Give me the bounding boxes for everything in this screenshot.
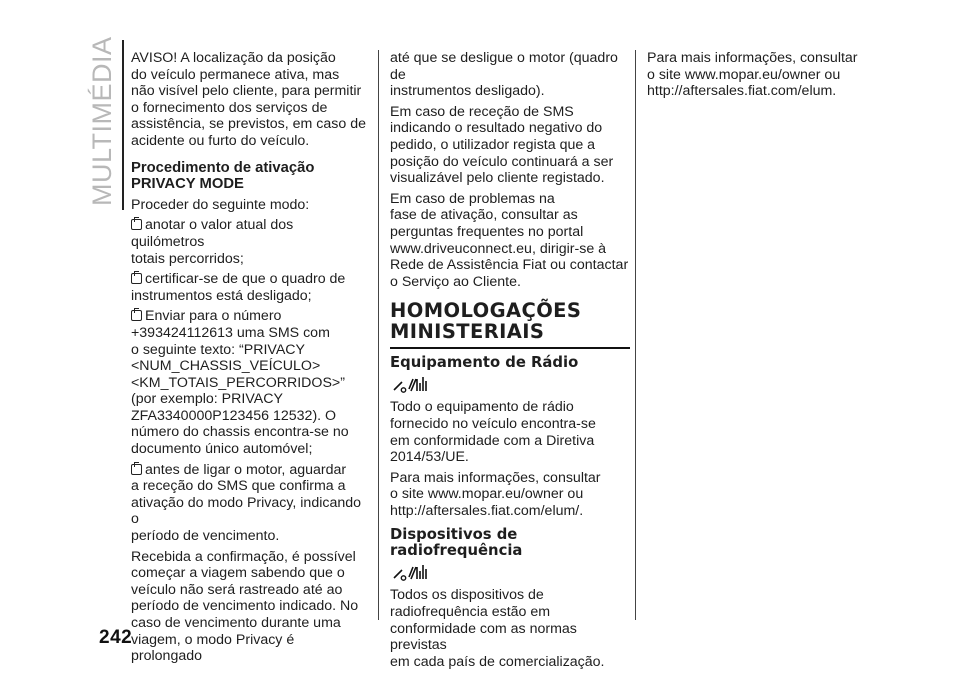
bullet-item: antes de ligar o motor, aguardar a receção do SMS que confirma a ativação do modo Privacy, indicando o período de vencimento. — [131, 461, 362, 545]
column-2 — [390, 50, 630, 674]
negative-result-paragraph: Em caso de receção de SMS indicando o resultado negativo do pedido, o utilizador regista que a posição do veículo continuará a ser visualizável pelo cliente registado. — [390, 103, 614, 187]
rf-devices-paragraph: Todos os dispositivos de radiofrequência estão em conformidade com as normas previstas em cada país de comercialização. — [390, 587, 605, 670]
column-3 — [647, 50, 887, 104]
bullet-icon — [131, 273, 142, 284]
radio-equipment-heading: Equipamento de Rádio — [390, 354, 579, 372]
section-divider — [122, 40, 124, 210]
radio-info-paragraph: Para mais informações, consultar o site www.mopar.eu/owner ou http://aftersales.fiat.com/elum/. — [390, 469, 601, 519]
rf-devices-heading: Dispositivos de radiofrequência — [390, 526, 523, 560]
procedure-lead: Proceder do seguinte modo: — [131, 196, 310, 213]
bullet-item: certificar-se de que o quadro de instrumentos está desligado; — [131, 271, 346, 304]
warning-paragraph: AVISO! A localização da posição do veículo permanece ativa, mas não visível pelo cliente, para permitir o fornecimento dos serviços de assistência, se previstos, em caso de acidente ou furto do veículo. — [131, 50, 366, 149]
section-tab-label: MULTIMÉDIA — [87, 36, 117, 206]
bullet-item: Enviar para o número +393424112613 uma SMS com o seguinte texto: “PRIVACY <NUM_CHASSIS_VEÍCULO> <KM_TOTAIS_PERCORRIDOS>” (por exemplo: PRIVACY ZFA3340000P123456 12532). O número do chassis encontra-se no documento único automóvel; — [131, 308, 349, 458]
closing-paragraph: Recebida a confirmação, é possível começar a viagem sabendo que o veículo não será rastreado até ao período de vencimento indicado. No caso de vencimento durante uma viagem, o modo Privacy é prolongado — [131, 548, 359, 665]
problems-paragraph: Em caso de problemas na fase de ativação, consultar as perguntas frequentes no portal www.driveuconnect.eu, dirigir-se à Rede de Assistência Fiat ou contactar o Serviço ao Cliente. — [390, 190, 629, 290]
section-title: HOMOLOGAÇÕES MINISTERIAIS — [390, 300, 630, 349]
bullet-icon — [131, 310, 142, 321]
bullet-icon — [131, 219, 142, 230]
info-paragraph: Para mais informações, consultar o site www.mopar.eu/owner ou http://aftersales.fiat.com/elum. — [647, 50, 858, 100]
privacy-heading: Procedimento de ativação PRIVACY MODE — [131, 159, 315, 193]
bullet-icon — [131, 464, 142, 475]
radio-equipment-icon — [390, 373, 434, 395]
section-tab — [82, 36, 122, 206]
column-divider — [635, 50, 636, 620]
column-1 — [131, 50, 369, 669]
continuation-paragraph: até que se desligue o motor (quadro de instrumentos desligado). — [390, 50, 618, 100]
radio-equipment-paragraph: Todo o equipamento de rádio fornecido no veículo encontra-se em conformidade com a Diretiva 2014/53/UE. — [390, 399, 596, 466]
bullet-item: anotar o valor atual dos quilómetros totais percorridos; — [131, 217, 294, 267]
column-divider — [378, 50, 379, 620]
page-number: 242 — [99, 627, 133, 648]
rf-devices-icon — [390, 561, 434, 583]
